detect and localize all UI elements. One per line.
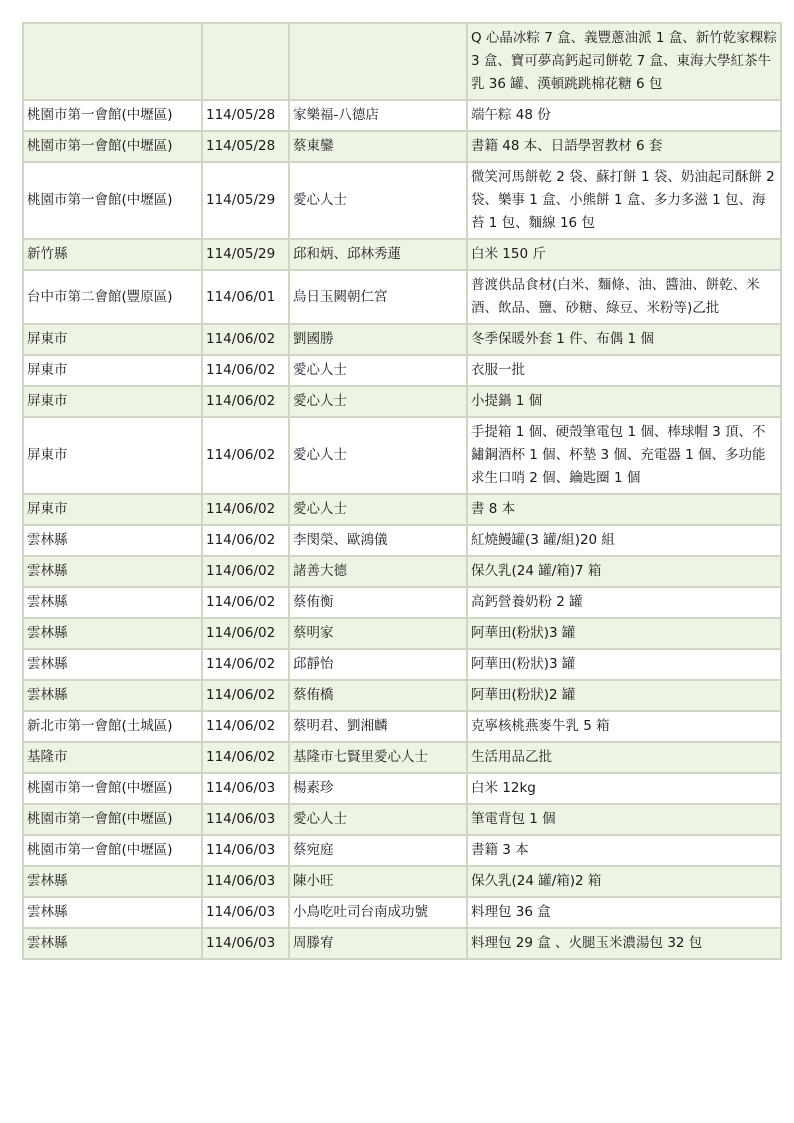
- cell-donor: 蔡明家: [289, 618, 467, 649]
- cell-region: 雲林縣: [23, 556, 202, 587]
- cell-region: 雲林縣: [23, 897, 202, 928]
- table-row: [23, 680, 781, 711]
- cell-items: 阿華田(粉狀)3 罐: [467, 618, 781, 649]
- cell-date: 114/06/02: [202, 649, 289, 680]
- cell-donor: 邱和炳、邱林秀蓮: [289, 239, 467, 270]
- cell-date: 114/06/02: [202, 494, 289, 525]
- cell-items: 生活用品乙批: [467, 742, 781, 773]
- table-row: [23, 23, 781, 100]
- table-row: [23, 417, 781, 494]
- cell-region: 雲林縣: [23, 618, 202, 649]
- cell-region: 雲林縣: [23, 525, 202, 556]
- cell-donor: 小鳥吃吐司台南成功號: [289, 897, 467, 928]
- cell-region: 台中市第二會館(豐原區): [23, 270, 202, 324]
- cell-date: 114/06/02: [202, 525, 289, 556]
- table-row: [23, 355, 781, 386]
- cell-date: 114/06/02: [202, 742, 289, 773]
- cell-region: 屏東市: [23, 494, 202, 525]
- cell-date: 114/06/03: [202, 866, 289, 897]
- cell-region: 雲林縣: [23, 649, 202, 680]
- cell-items: 衣服一批: [467, 355, 781, 386]
- cell-region: 屏東市: [23, 417, 202, 494]
- cell-date: 114/06/02: [202, 680, 289, 711]
- cell-region: 雲林縣: [23, 587, 202, 618]
- cell-date: 114/05/28: [202, 131, 289, 162]
- table-row: [23, 835, 781, 866]
- table-row: [23, 270, 781, 324]
- table-row: [23, 742, 781, 773]
- table-row: [23, 649, 781, 680]
- table-row: [23, 804, 781, 835]
- cell-date: [202, 23, 289, 100]
- cell-region: 雲林縣: [23, 680, 202, 711]
- table-row: [23, 386, 781, 417]
- cell-items: 阿華田(粉狀)3 罐: [467, 649, 781, 680]
- cell-date: 114/06/02: [202, 386, 289, 417]
- table-row: [23, 866, 781, 897]
- cell-date: 114/05/29: [202, 239, 289, 270]
- table-row: [23, 587, 781, 618]
- donation-table: [22, 22, 782, 960]
- table-row: [23, 618, 781, 649]
- cell-date: 114/06/03: [202, 804, 289, 835]
- cell-donor: 愛心人士: [289, 386, 467, 417]
- cell-items: 保久乳(24 罐/箱)7 箱: [467, 556, 781, 587]
- cell-region: 屏東市: [23, 324, 202, 355]
- cell-date: 114/05/29: [202, 162, 289, 239]
- table-row: [23, 556, 781, 587]
- cell-date: 114/06/03: [202, 773, 289, 804]
- cell-items: Q 心晶冰粽 7 盒、義豐蔥油派 1 盒、新竹乾家粿粽 3 盒、寶可夢高鈣起司餅乾 7 盒、東海大學紅茶牛乳 36 罐、漢頓跳跳棉花糖 6 包: [467, 23, 781, 100]
- cell-date: 114/05/28: [202, 100, 289, 131]
- cell-items: 克寧核桃燕麥牛乳 5 箱: [467, 711, 781, 742]
- cell-date: 114/06/02: [202, 417, 289, 494]
- cell-items: 冬季保暖外套 1 件、布偶 1 個: [467, 324, 781, 355]
- cell-donor: 基隆市七賢里愛心人士: [289, 742, 467, 773]
- cell-items: 小提鍋 1 個: [467, 386, 781, 417]
- cell-donor: 愛心人士: [289, 355, 467, 386]
- cell-items: 白米 12kg: [467, 773, 781, 804]
- cell-donor: 家樂福-八德店: [289, 100, 467, 131]
- cell-date: 114/06/02: [202, 324, 289, 355]
- cell-region: 屏東市: [23, 355, 202, 386]
- cell-donor: 烏日玉闕朝仁宮: [289, 270, 467, 324]
- cell-region: 桃園市第一會館(中壢區): [23, 835, 202, 866]
- cell-date: 114/06/03: [202, 897, 289, 928]
- cell-date: 114/06/02: [202, 587, 289, 618]
- cell-items: 端午粽 48 份: [467, 100, 781, 131]
- cell-donor: 楊素珍: [289, 773, 467, 804]
- cell-donor: 周滕宥: [289, 928, 467, 959]
- table-row: [23, 131, 781, 162]
- cell-region: 桃園市第一會館(中壢區): [23, 100, 202, 131]
- cell-donor: 蔡宛庭: [289, 835, 467, 866]
- cell-donor: 愛心人士: [289, 417, 467, 494]
- cell-items: 微笑河馬餅乾 2 袋、蘇打餅 1 袋、奶油起司酥餅 2 袋、樂事 1 盒、小熊餅 1 盒、多力多滋 1 包、海苔 1 包、麵線 16 包: [467, 162, 781, 239]
- cell-items: 書籍 3 本: [467, 835, 781, 866]
- cell-items: 筆電背包 1 個: [467, 804, 781, 835]
- cell-date: 114/06/02: [202, 711, 289, 742]
- cell-donor: 李閔榮、歐鴻儀: [289, 525, 467, 556]
- cell-donor: 愛心人士: [289, 494, 467, 525]
- cell-date: 114/06/02: [202, 556, 289, 587]
- cell-items: 阿華田(粉狀)2 罐: [467, 680, 781, 711]
- cell-region: 新竹縣: [23, 239, 202, 270]
- table-row: [23, 773, 781, 804]
- cell-items: 料理包 36 盒: [467, 897, 781, 928]
- cell-region: 新北市第一會館(土城區): [23, 711, 202, 742]
- table-row: [23, 711, 781, 742]
- cell-items: 紅燒鰻罐(3 罐/組)20 組: [467, 525, 781, 556]
- cell-donor: 蔡侑衡: [289, 587, 467, 618]
- cell-donor: 蔡東鑾: [289, 131, 467, 162]
- table-row: [23, 525, 781, 556]
- table-row: [23, 928, 781, 959]
- table-row: [23, 897, 781, 928]
- table-row: [23, 324, 781, 355]
- cell-region: 桃園市第一會館(中壢區): [23, 131, 202, 162]
- cell-donor: 蔡侑橋: [289, 680, 467, 711]
- cell-region: 基隆市: [23, 742, 202, 773]
- cell-date: 114/06/03: [202, 928, 289, 959]
- cell-donor: 諸善大德: [289, 556, 467, 587]
- table-row: [23, 494, 781, 525]
- cell-donor: 愛心人士: [289, 162, 467, 239]
- cell-items: 白米 150 斤: [467, 239, 781, 270]
- cell-date: 114/06/02: [202, 618, 289, 649]
- cell-items: 普渡供品食材(白米、麵條、油、醬油、餅乾、米酒、飲品、鹽、砂糖、綠豆、米粉等)乙批: [467, 270, 781, 324]
- cell-donor: 陳小旺: [289, 866, 467, 897]
- table-body: [23, 23, 781, 959]
- cell-items: 書籍 48 本、日語學習教材 6 套: [467, 131, 781, 162]
- cell-donor: 蔡明君、劉湘麟: [289, 711, 467, 742]
- table-row: [23, 162, 781, 239]
- cell-region: 桃園市第一會館(中壢區): [23, 162, 202, 239]
- cell-items: 保久乳(24 罐/箱)2 箱: [467, 866, 781, 897]
- cell-date: 114/06/02: [202, 355, 289, 386]
- cell-region: 雲林縣: [23, 866, 202, 897]
- cell-donor: 劉國勝: [289, 324, 467, 355]
- cell-items: 書 8 本: [467, 494, 781, 525]
- cell-region: 屏東市: [23, 386, 202, 417]
- cell-items: 高鈣營養奶粉 2 罐: [467, 587, 781, 618]
- table-row: [23, 239, 781, 270]
- cell-donor: 邱靜怡: [289, 649, 467, 680]
- cell-region: 雲林縣: [23, 928, 202, 959]
- cell-donor: [289, 23, 467, 100]
- cell-date: 114/06/03: [202, 835, 289, 866]
- cell-region: 桃園市第一會館(中壢區): [23, 804, 202, 835]
- cell-items: 手提箱 1 個、硬殼筆電包 1 個、棒球帽 3 頂、不鏽鋼酒杯 1 個、杯墊 3 個、充電器 1 個、多功能求生口哨 2 個、鑰匙圈 1 個: [467, 417, 781, 494]
- table-row: [23, 100, 781, 131]
- cell-items: 料理包 29 盒 、火腿玉米濃湯包 32 包: [467, 928, 781, 959]
- cell-donor: 愛心人士: [289, 804, 467, 835]
- cell-region: [23, 23, 202, 100]
- cell-date: 114/06/01: [202, 270, 289, 324]
- cell-region: 桃園市第一會館(中壢區): [23, 773, 202, 804]
